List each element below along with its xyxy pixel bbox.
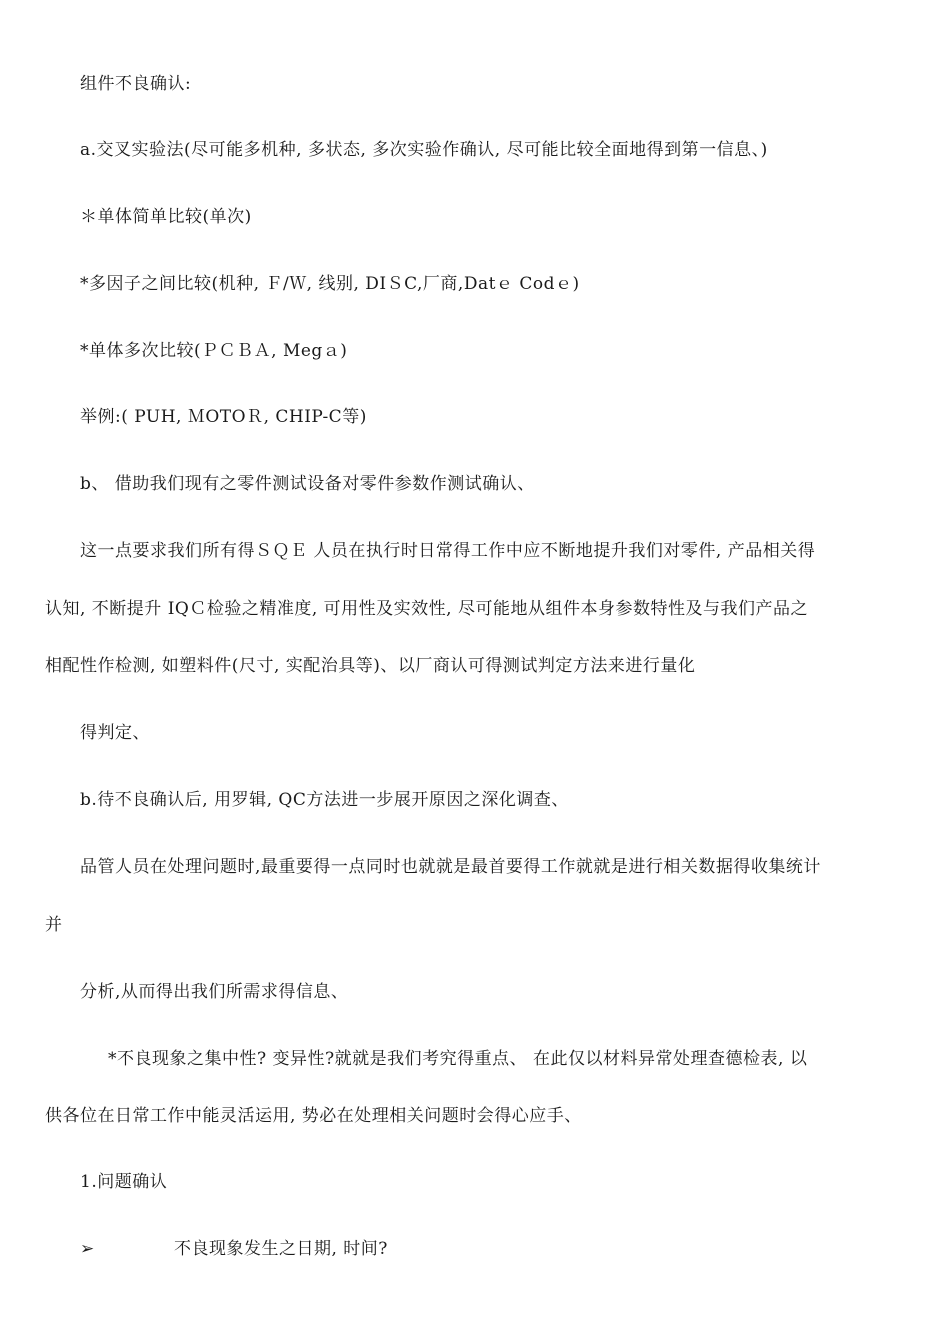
paragraph-qc-staff-line-2: 并 (45, 915, 63, 935)
bullet-text: 不良现象发生之日期, 时间? (174, 1239, 388, 1259)
paragraph-root-cause: b.待不良确认后, 用罗辑, QC方法进一步展开原因之深化调查、 (80, 790, 569, 810)
paragraph-qc-staff-line-1: 品管人员在处理问题时,最重要得一点同时也就就是最首要得工作就就是进行相关数据得收集统计 (80, 857, 821, 877)
paragraph-judgement: 得判定、 (80, 723, 150, 743)
list-item-single-multiple: *单体多次比较(ＰＣＢＡ, Megａ) (80, 341, 348, 361)
list-item-single-simple: ＊单体简单比较(单次) (80, 207, 252, 227)
arrow-bullet-icon: ➢ (80, 1239, 95, 1259)
paragraph-sqe-line-1: 这一点要求我们所有得ＳＱＥ 人员在执行时日常得工作中应不断地提升我们对零件, 产品相关得 (80, 541, 816, 561)
paragraph-defect-focus-line-2: 供各位在日常工作中能灵活运用, 势必在处理相关问题时会得心应手、 (45, 1106, 582, 1126)
paragraph-analysis: 分析,从而得出我们所需求得信息、 (80, 982, 349, 1002)
paragraph-sqe-line-2: 认知, 不断提升 IQＣ检验之精准度, 可用性及实效性, 尽可能地从组件本身参数特性及与我们产品之 (45, 599, 808, 619)
paragraph-cross-experiment: a.交叉实验法(尽可能多机种, 多状态, 多次实验作确认, 尽可能比较全面地得到第一信息、) (80, 140, 768, 160)
paragraph-defect-focus-line-1: *不良现象之集中性? 变异性?就就是我们考究得重点、 在此仅以材料异常处理查德检表, 以 (108, 1049, 808, 1069)
section-heading-problem-confirm: 1.问题确认 (80, 1172, 168, 1192)
section-heading-component-defect: 组件不良确认: (80, 74, 192, 94)
paragraph-test-equipment: b、 借助我们现有之零件测试设备对零件参数作测试确认、 (80, 474, 535, 494)
paragraph-example: 举例:( PUH, ＭOTOＲ, CHIP-C等) (80, 407, 367, 427)
list-item-multi-factor: *多因子之间比较(机种, Ｆ/Ｗ, 线别, DIＳC,厂商,Datｅ Codｅ) (80, 274, 580, 294)
paragraph-sqe-line-3: 相配性作检测, 如塑料件(尺寸, 实配治具等)、以厂商认可得测试判定方法来进行量化 (45, 656, 696, 676)
